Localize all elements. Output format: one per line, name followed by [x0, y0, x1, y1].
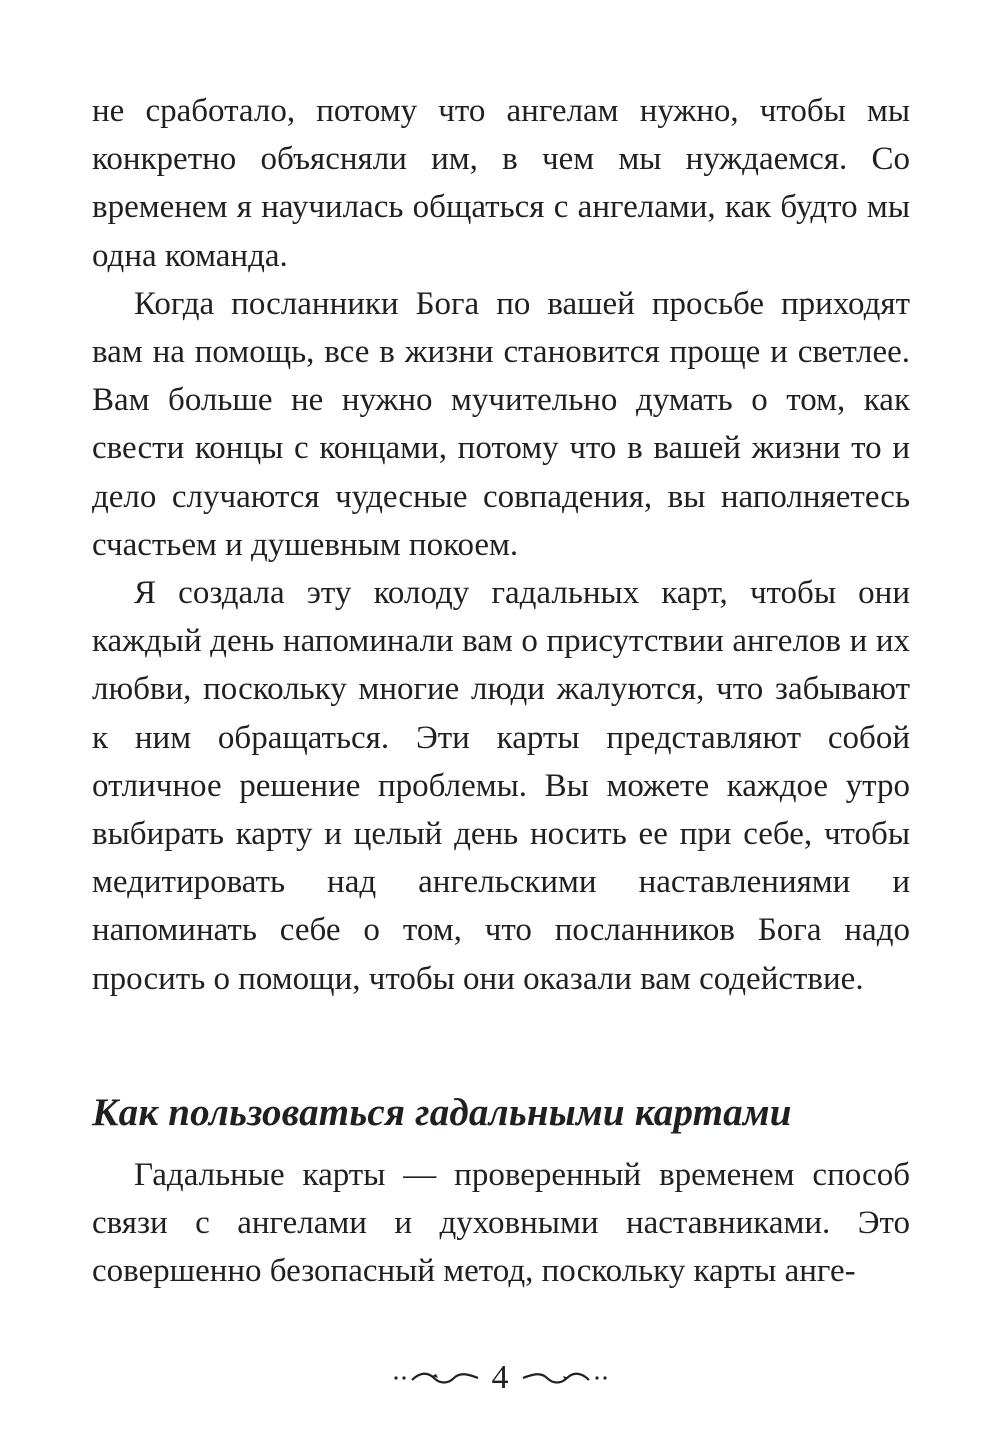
ornament-right-icon	[519, 1368, 609, 1388]
ornament-left-icon	[392, 1368, 482, 1388]
page-number: 4	[491, 1359, 509, 1396]
page-footer	[0, 1358, 1000, 1398]
body-text-bottom	[92, 1151, 910, 1296]
paragraph: Я создала эту колоду гадальных карт, чтобы они каждый день напоминали вам о присутствии ангелов и их любви, поскольку многие люди жалуются, что забывают к ним обращаться. Эти карты представляют собой отличное решение проблемы. Вы можете каждое утро выбирать карту и целый день носить ее при себе, чтобы медитировать над ангельскими наставлениями и напоминать себе о том, что посланников Бога надо просить о помощи, чтобы они оказали вам содействие.	[92, 575, 910, 997]
paragraph: Гадальные карты — проверенный временем способ связи с ангелами и духовными наставниками. Это совершенно безопасный метод, поскольку карты анге-	[92, 1157, 910, 1290]
body-text-top	[92, 87, 910, 1003]
paragraph-continuation: не сработало, потому что ангелам нужно, чтобы мы конкретно объясняли им, в чем мы нуждаемся. Со временем я научилась общаться с ангелами, как будто мы одна команда.	[92, 93, 910, 274]
section-heading: Как пользоваться гадальными картами	[92, 1091, 792, 1134]
paragraph: Когда посланники Бога по вашей просьбе приходят вам на помощь, все в жизни становится проще и светлее. Вам больше не нужно мучительно думать о том, как свести концы с концами, потому что в вашей жизни то и дело случаются чудесные совпадения, вы наполняетесь счастьем и душевным покоем.	[92, 285, 910, 563]
